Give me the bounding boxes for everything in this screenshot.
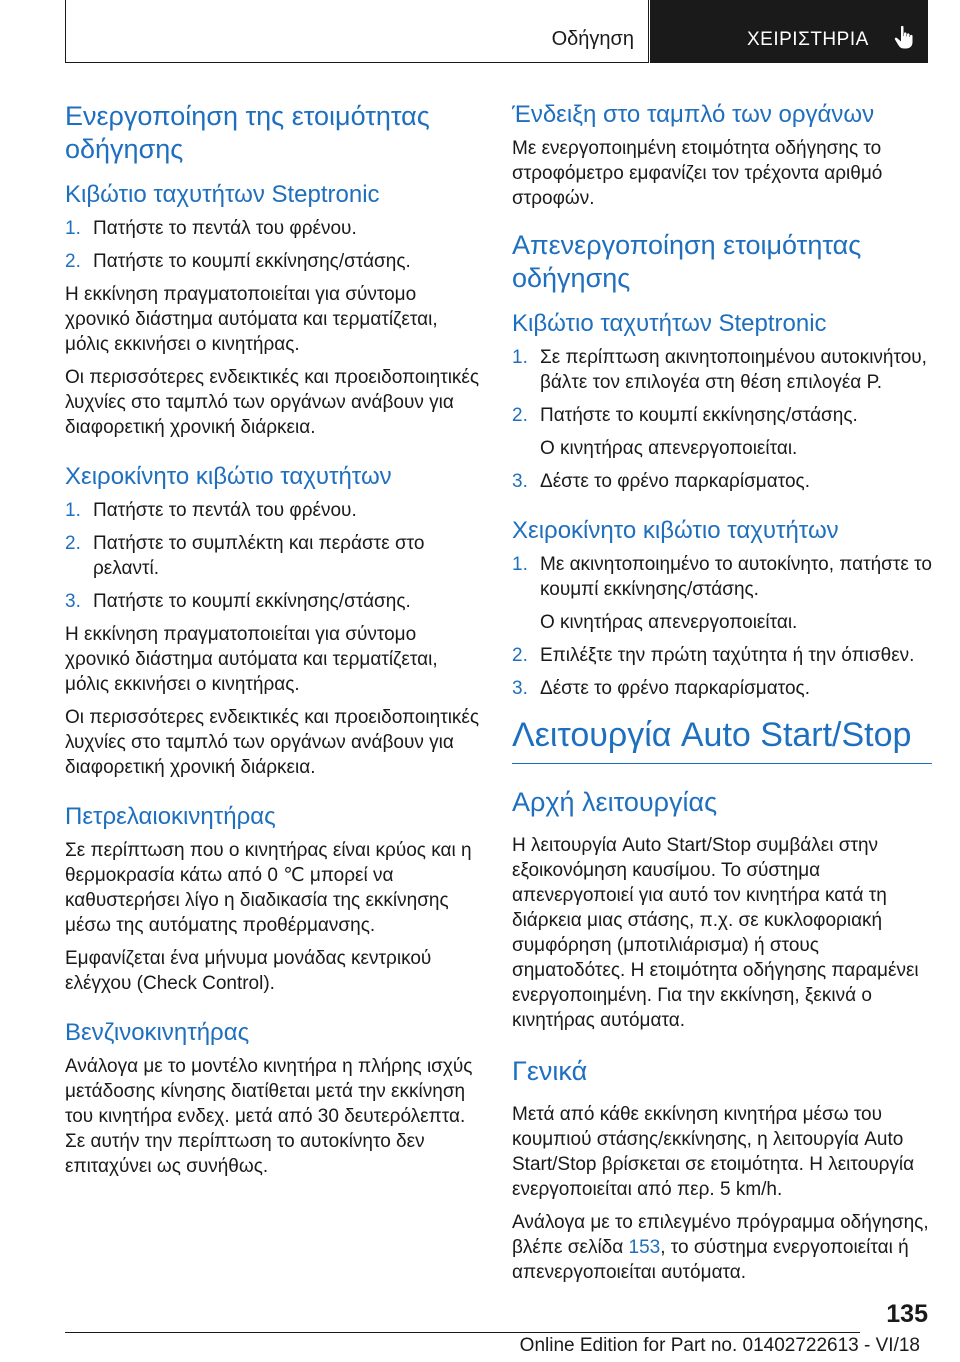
paragraph: Μετά από κάθε εκκίνηση κινητήρα μέσω του κουμπιού στάσης/εκκίνησης, η λειτουργία Auto Start/Stop βρίσκεται σε ετοιμότητα. Η λειτουργία ενεργοποιείται από περ. 5 km/h. [512, 1104, 915, 1200]
paragraph: Σε περίπτωση που ο κινητήρας είναι κρύος και η θερμοκρασία κάτω από 0 ℃ μπορεί να καθυστερήσει λίγο η διαδικασία της εκκίνησης μέσω της αυτόματης προθέρμανσης. [65, 840, 472, 936]
right-column [512, 100, 932, 1293]
principle-heading: Αρχή λειτουργίας [512, 787, 718, 817]
autostart-title: Λειτουργία Auto Start/Stop [512, 713, 932, 764]
diesel-heading: Πετρελαιοκινητήρας [65, 803, 276, 830]
page-number: 135 [886, 1300, 928, 1328]
steptronic-heading: Κιβώτιο ταχυτήτων Steptronic [512, 310, 827, 337]
paragraph: Εμφανίζεται ένα μήνυμα μονάδας κεντρικού ελέγχου (Check Control). [65, 948, 432, 994]
manual-heading: Χειροκίνητο κιβώτιο ταχυτήτων [65, 463, 392, 490]
petrol-heading: Βενζινοκινητήρας [65, 1019, 250, 1046]
list-item: 2. Πατήστε το συμπλέκτη και περάστε στο ρελαντί. [65, 533, 425, 579]
list-item: 1. Με ακινητοποιημένο το αυτοκίνητο, πατήστε το κουμπί εκκίνησης/στάσης. [512, 554, 932, 600]
hand-pointer-icon [892, 24, 918, 50]
activate-title: Ενεργοποίηση της ετοιμότητας οδήγησης [65, 101, 430, 164]
footer-rule [65, 1332, 860, 1333]
list-item: 1. Σε περίπτωση ακινητοποιημένου αυτοκινήτου, βάλτε τον επιλογέα στη θέση επιλογέα P. [512, 347, 927, 393]
deactivate-title: Απενεργοποίηση ετοιμότητας οδήγησης [512, 230, 862, 293]
list-note: Ο κινητήρας απενεργοποιείται. [540, 438, 798, 459]
section-label: Οδήγηση [551, 28, 634, 50]
paragraph: Ανάλογα με το επιλεγμένο πρόγραμμα οδήγησης, βλέπε σελίδα 153, το σύστημα ενεργοποιείται ή απενεργοποιείται αυτόματα. [512, 1212, 929, 1283]
manual-heading: Χειροκίνητο κιβώτιο ταχυτήτων [512, 517, 839, 544]
list-item: 3. Δέστε το φρένο παρκαρίσματος. [512, 678, 810, 699]
paragraph: Ανάλογα με το μοντέλο κινητήρα η πλήρης ισχύς μετάδοσης κίνησης διατίθεται μετά την εκκίνηση του κινητήρα ενδεχ. μετά από 30 δευτερόλεπτα. Σε αυτήν την περίπτωση το αυτοκίνητο δεν επιταχύνει ως συνήθως. [65, 1056, 473, 1177]
list-note: Ο κινητήρας απενεργοποιείται. [540, 612, 798, 633]
footer-edition: Online Edition for Part no. 01402722613 - VI/18 [519, 1335, 920, 1356]
chapter-tab[interactable] [650, 0, 928, 63]
list-item: 3. Πατήστε το κουμπί εκκίνησης/στάσης. [65, 591, 411, 612]
list-item: 2. Πατήστε το κουμπί εκκίνησης/στάσης. [512, 405, 858, 426]
list-item: 1. Πατήστε το πεντάλ του φρένου. [65, 500, 357, 521]
display-heading: Ένδειξη στο ταμπλό των οργάνων [512, 101, 875, 128]
paragraph: Οι περισσότερες ενδεικτικές και προειδοποιητικές λυχνίες στο ταμπλό των οργάνων ανάβουν για διαφορετική χρονική διάρκεια. [65, 367, 480, 438]
list-item: 2. Επιλέξτε την πρώτη ταχύτητα ή την όπισθεν. [512, 645, 915, 666]
list-item: 1. Πατήστε το πεντάλ του φρένου. [65, 218, 357, 239]
steptronic-heading: Κιβώτιο ταχυτήτων Steptronic [65, 181, 380, 208]
chapter-label: ΧΕΙΡΙΣΤΗΡΙΑ [747, 29, 869, 50]
paragraph: Η εκκίνηση πραγματοποιείται για σύντομο χρονικό διάστημα αυτόματα και τερματίζεται, μόλις εκκινήσει ο κινητήρας. [65, 624, 438, 695]
paragraph: Οι περισσότερες ενδεικτικές και προειδοποιητικές λυχνίες στο ταμπλό των οργάνων ανάβουν για διαφορετική χρονική διάρκεια. [65, 707, 480, 778]
list-item: 3. Δέστε το φρένο παρκαρίσματος. [512, 471, 810, 492]
header-frame [65, 0, 649, 63]
paragraph: Η λειτουργία Auto Start/Stop συμβάλει στην εξοικονόμηση καυσίμου. Το σύστημα απενεργοποιεί για αυτό τον κινητήρα κατά τη διάρκεια μιας στάσης, π.χ. σε κυκλοφοριακή συμφόρηση (μποτιλιάρισμα) ή στους σηματοδότες. Η ετοιμότητα οδήγησης παραμένει ενεργοποιημένη. Για την εκκίνηση, ξεκινά ο κινητήρας αυτόματα. [512, 835, 919, 1031]
left-column [65, 100, 485, 1187]
paragraph: Η εκκίνηση πραγματοποιείται για σύντομο χρονικό διάστημα αυτόματα και τερματίζεται, μόλις εκκινήσει ο κινητήρας. [65, 284, 438, 355]
general-heading: Γενικά [512, 1056, 588, 1086]
paragraph: Με ενεργοποιημένη ετοιμότητα οδήγησης το στροφόμετρο εμφανίζει τον τρέχοντα αριθμό στροφών. [512, 138, 883, 209]
page-link[interactable]: 153 [628, 1237, 661, 1258]
list-item: 2. Πατήστε το κουμπί εκκίνησης/στάσης. [65, 251, 411, 272]
